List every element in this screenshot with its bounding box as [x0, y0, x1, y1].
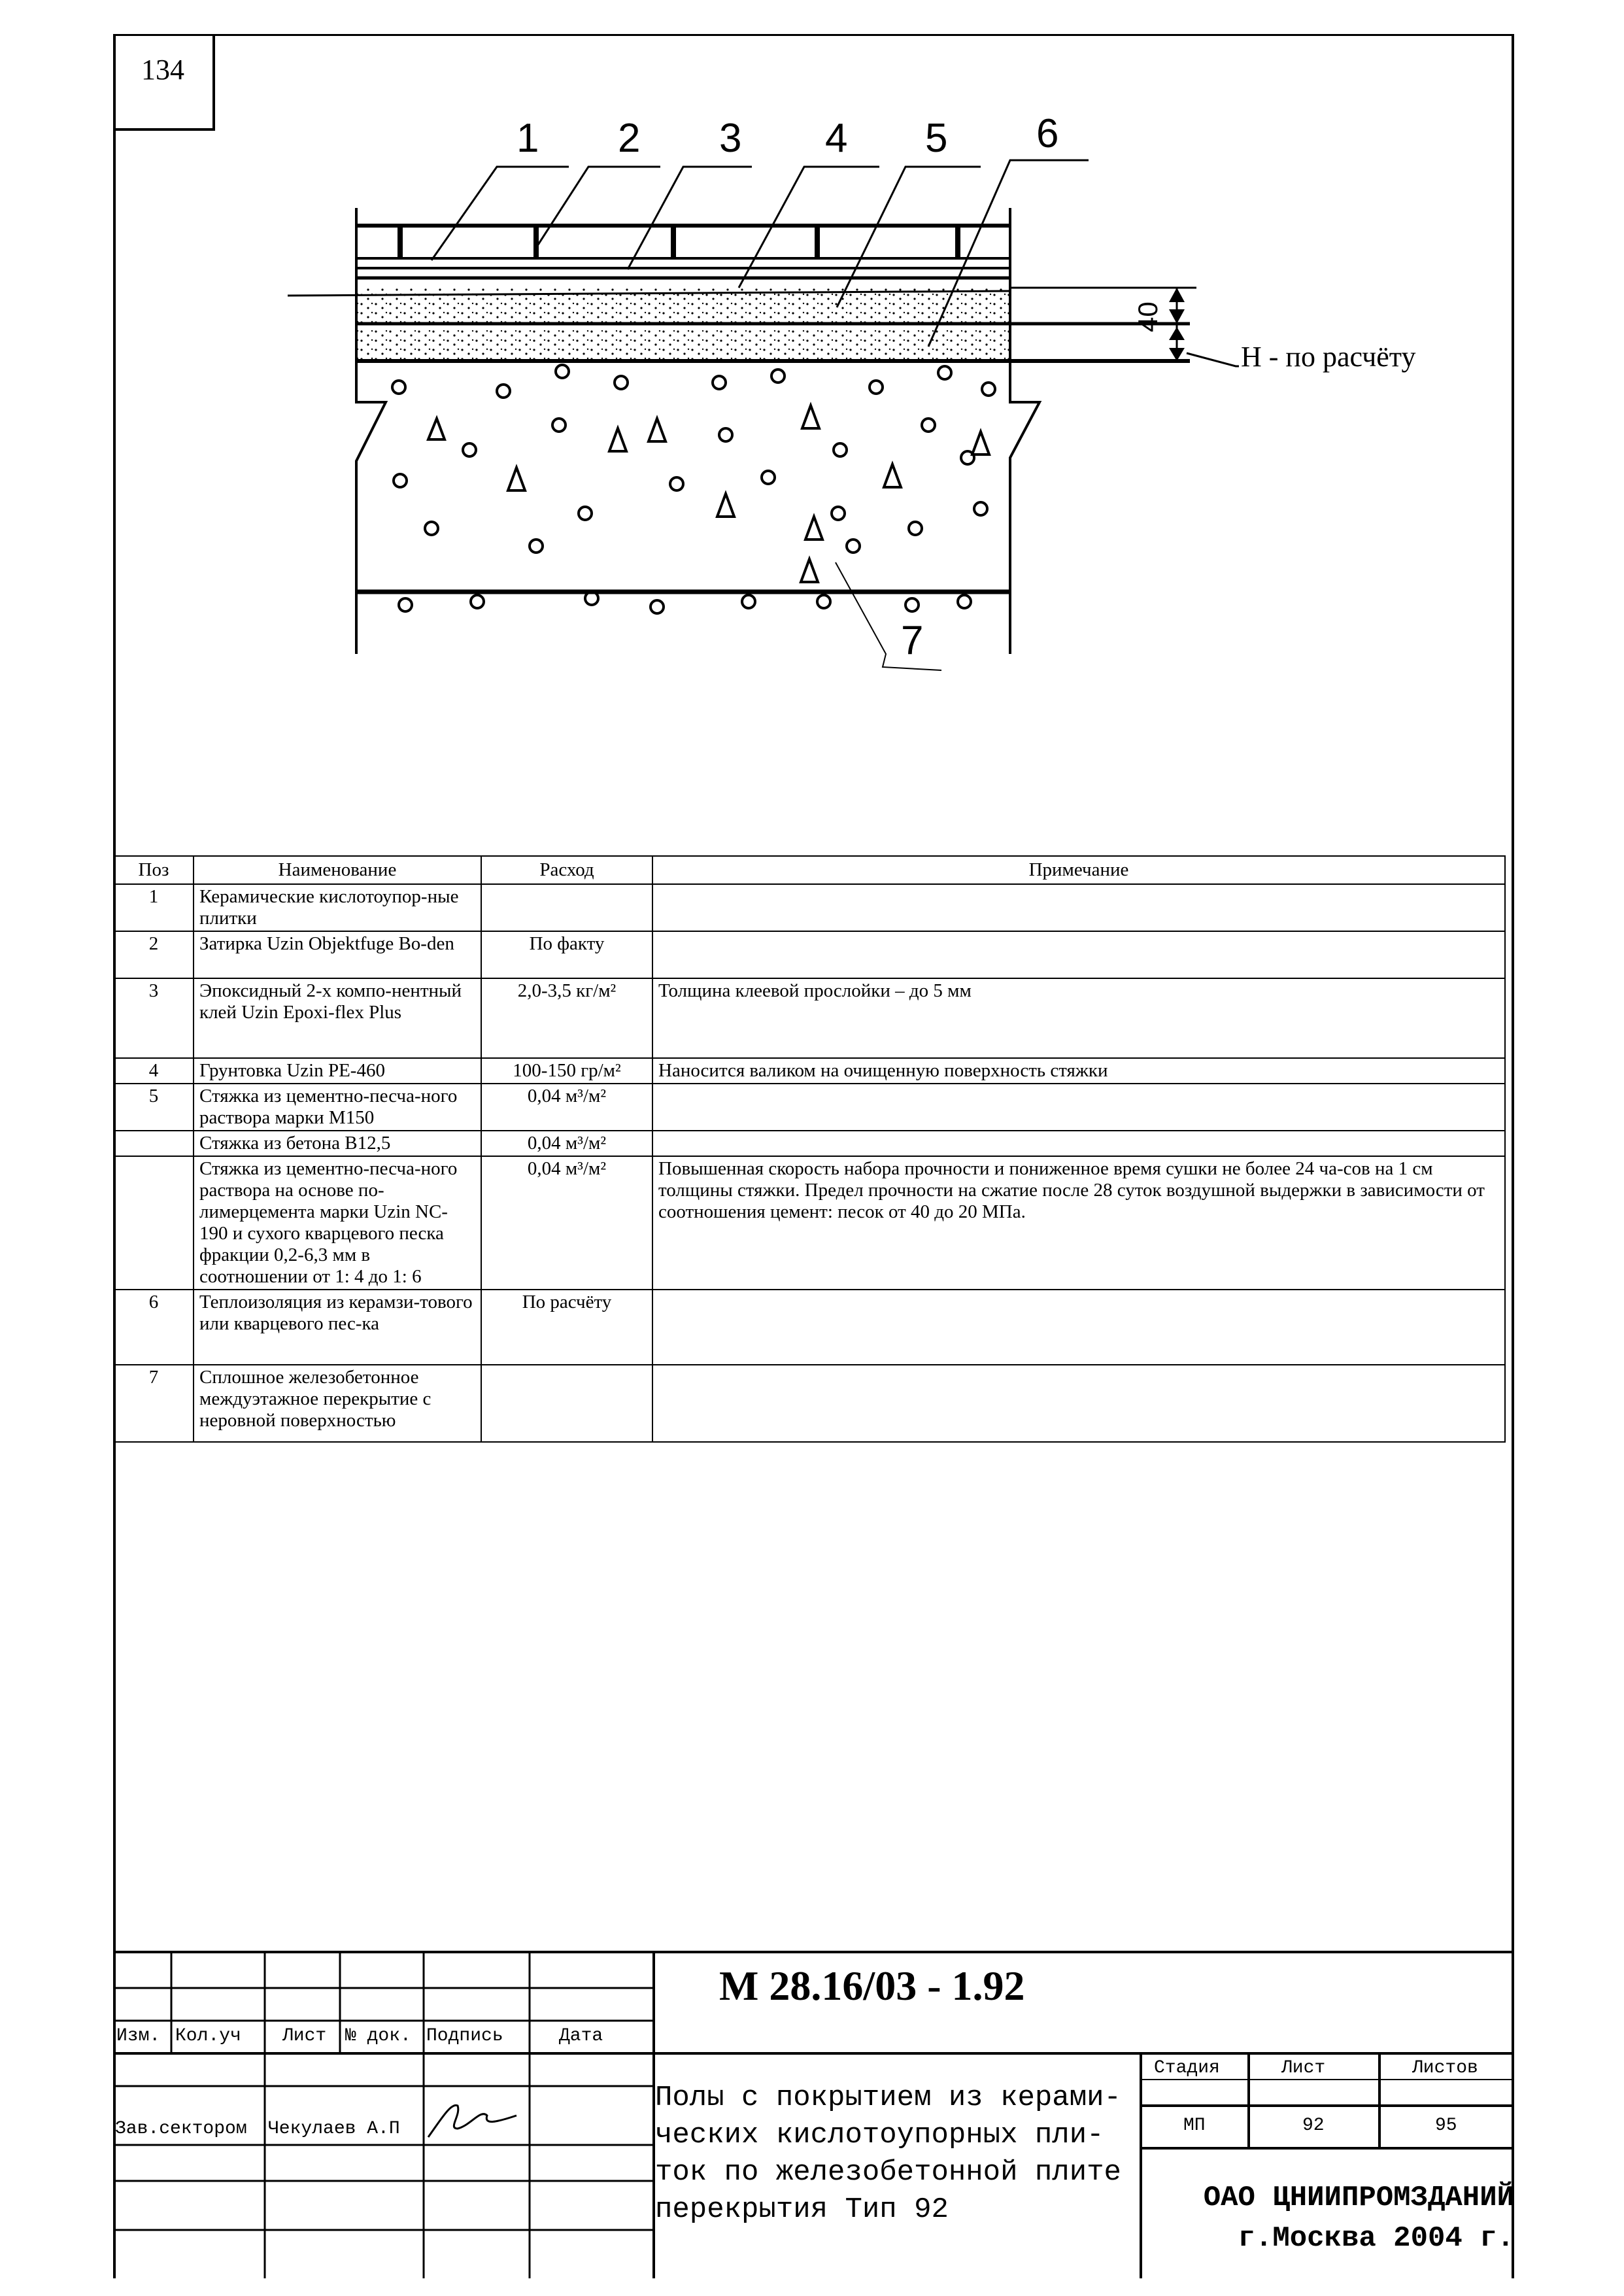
- row-name: Теплоизоляция из керамзи-тового или кварцевого пес-ка: [194, 1290, 481, 1365]
- callout-6: 6: [1036, 111, 1059, 156]
- row-rate: 0,04 м³/м²: [481, 1084, 652, 1131]
- organization-name: ОАО ЦНИИПРОМЗДАНИЙ: [1203, 2182, 1514, 2214]
- callout-4: 4: [825, 116, 848, 161]
- col-label-izm: Изм.: [116, 2026, 161, 2046]
- row-name: Стяжка из цементно-песча-ного раствора на основе по-лимерцемента марки Uzin NC-190 и сухого кварцевого песка фракции 0,2-6,3 мм в соотношении от 1: 4 до 1: 6: [194, 1156, 481, 1290]
- position-label: Зав.сектором: [115, 2119, 247, 2139]
- callout-5: 5: [925, 116, 948, 161]
- row-rate: По факту: [481, 931, 652, 978]
- row-pos: 2: [114, 931, 194, 978]
- row-name: Эпоксидный 2-х компо-нентный клей Uzin Epoxi-flex Plus: [194, 978, 481, 1058]
- dimension-note: H - по расчёту: [1241, 341, 1416, 373]
- row-rate: По расчёту: [481, 1290, 652, 1365]
- page-number: 134: [113, 34, 215, 131]
- row-rate: 0,04 м³/м²: [481, 1156, 652, 1290]
- sheet-label: Лист: [1281, 2058, 1326, 2078]
- row-pos: 3: [114, 978, 194, 1058]
- row-name: Стяжка из бетона В12,5: [194, 1131, 481, 1156]
- sheets-value: 95: [1435, 2116, 1457, 2136]
- header-name: Наименование: [194, 856, 481, 884]
- row-name: Затирка Uzin Objektfuge Bo-den: [194, 931, 481, 978]
- row-name: Стяжка из цементно-песча-ного раствора марки М150: [194, 1084, 481, 1131]
- row-pos: 5: [114, 1084, 194, 1131]
- header-pos: Поз: [114, 856, 194, 884]
- row-rate: 100-150 гр/м²: [481, 1058, 652, 1084]
- row-pos: 1: [114, 884, 194, 931]
- row-name: Керамические кислотоупор-ные плитки: [194, 884, 481, 931]
- stage-value: МП: [1183, 2116, 1206, 2136]
- col-label-doc: № док.: [345, 2026, 411, 2046]
- header-note: Примечание: [652, 856, 1505, 884]
- col-label-signature: Подпись: [426, 2026, 503, 2046]
- callout-2: 2: [618, 116, 641, 161]
- organization-city-year: г.Москва 2004 г.: [1238, 2222, 1514, 2255]
- document-number: М 28.16/03 - 1.92: [719, 1962, 1025, 2009]
- sheet-title: Полы с покрытием из керами-ческих кислотоупорных пли-ток по железобетонной плите перекрытия Тип 92: [655, 2082, 1121, 2226]
- signature: [428, 2105, 516, 2137]
- sheet-value: 92: [1302, 2116, 1325, 2136]
- header-rate: Расход: [481, 856, 652, 884]
- col-label-kol: Кол.уч: [175, 2026, 241, 2046]
- col-label-list: Лист: [282, 2026, 327, 2046]
- row-pos: 4: [114, 1058, 194, 1084]
- row-name: Сплошное железобетонное междуэтажное перекрытие с неровной поверхностью: [194, 1365, 481, 1442]
- callout-7: 7: [901, 618, 924, 663]
- dimension-value: 40: [1132, 301, 1163, 332]
- sheets-label: Листов: [1412, 2058, 1478, 2078]
- row-note: Повышенная скорость набора прочности и пониженное время сушки не более 24 ча-сов на 1 см толщины стяжки. Предел прочности на сжатие после 28 суток воздушной выдержки в зависимости от соотношения цемент: песок от 40 до 20 МПа.: [652, 1156, 1505, 1290]
- col-label-date: Дата: [559, 2026, 603, 2046]
- row-pos: 6: [114, 1290, 194, 1365]
- row-rate: 2,0-3,5 кг/м²: [481, 978, 652, 1058]
- row-pos: 7: [114, 1365, 194, 1442]
- row-name: Грунтовка Uzin PE-460: [194, 1058, 481, 1084]
- row-note: Наносится валиком на очищенную поверхность стяжки: [652, 1058, 1505, 1084]
- callout-3: 3: [719, 116, 742, 161]
- callout-1: 1: [516, 116, 539, 161]
- organization: [1141, 2178, 1517, 2259]
- stage-label: Стадия: [1154, 2058, 1220, 2078]
- row-rate: 0,04 м³/м²: [481, 1131, 652, 1156]
- person-name: Чекулаев А.П: [268, 2119, 400, 2139]
- row-note: Толщина клеевой прослойки – до 5 мм: [652, 978, 1505, 1058]
